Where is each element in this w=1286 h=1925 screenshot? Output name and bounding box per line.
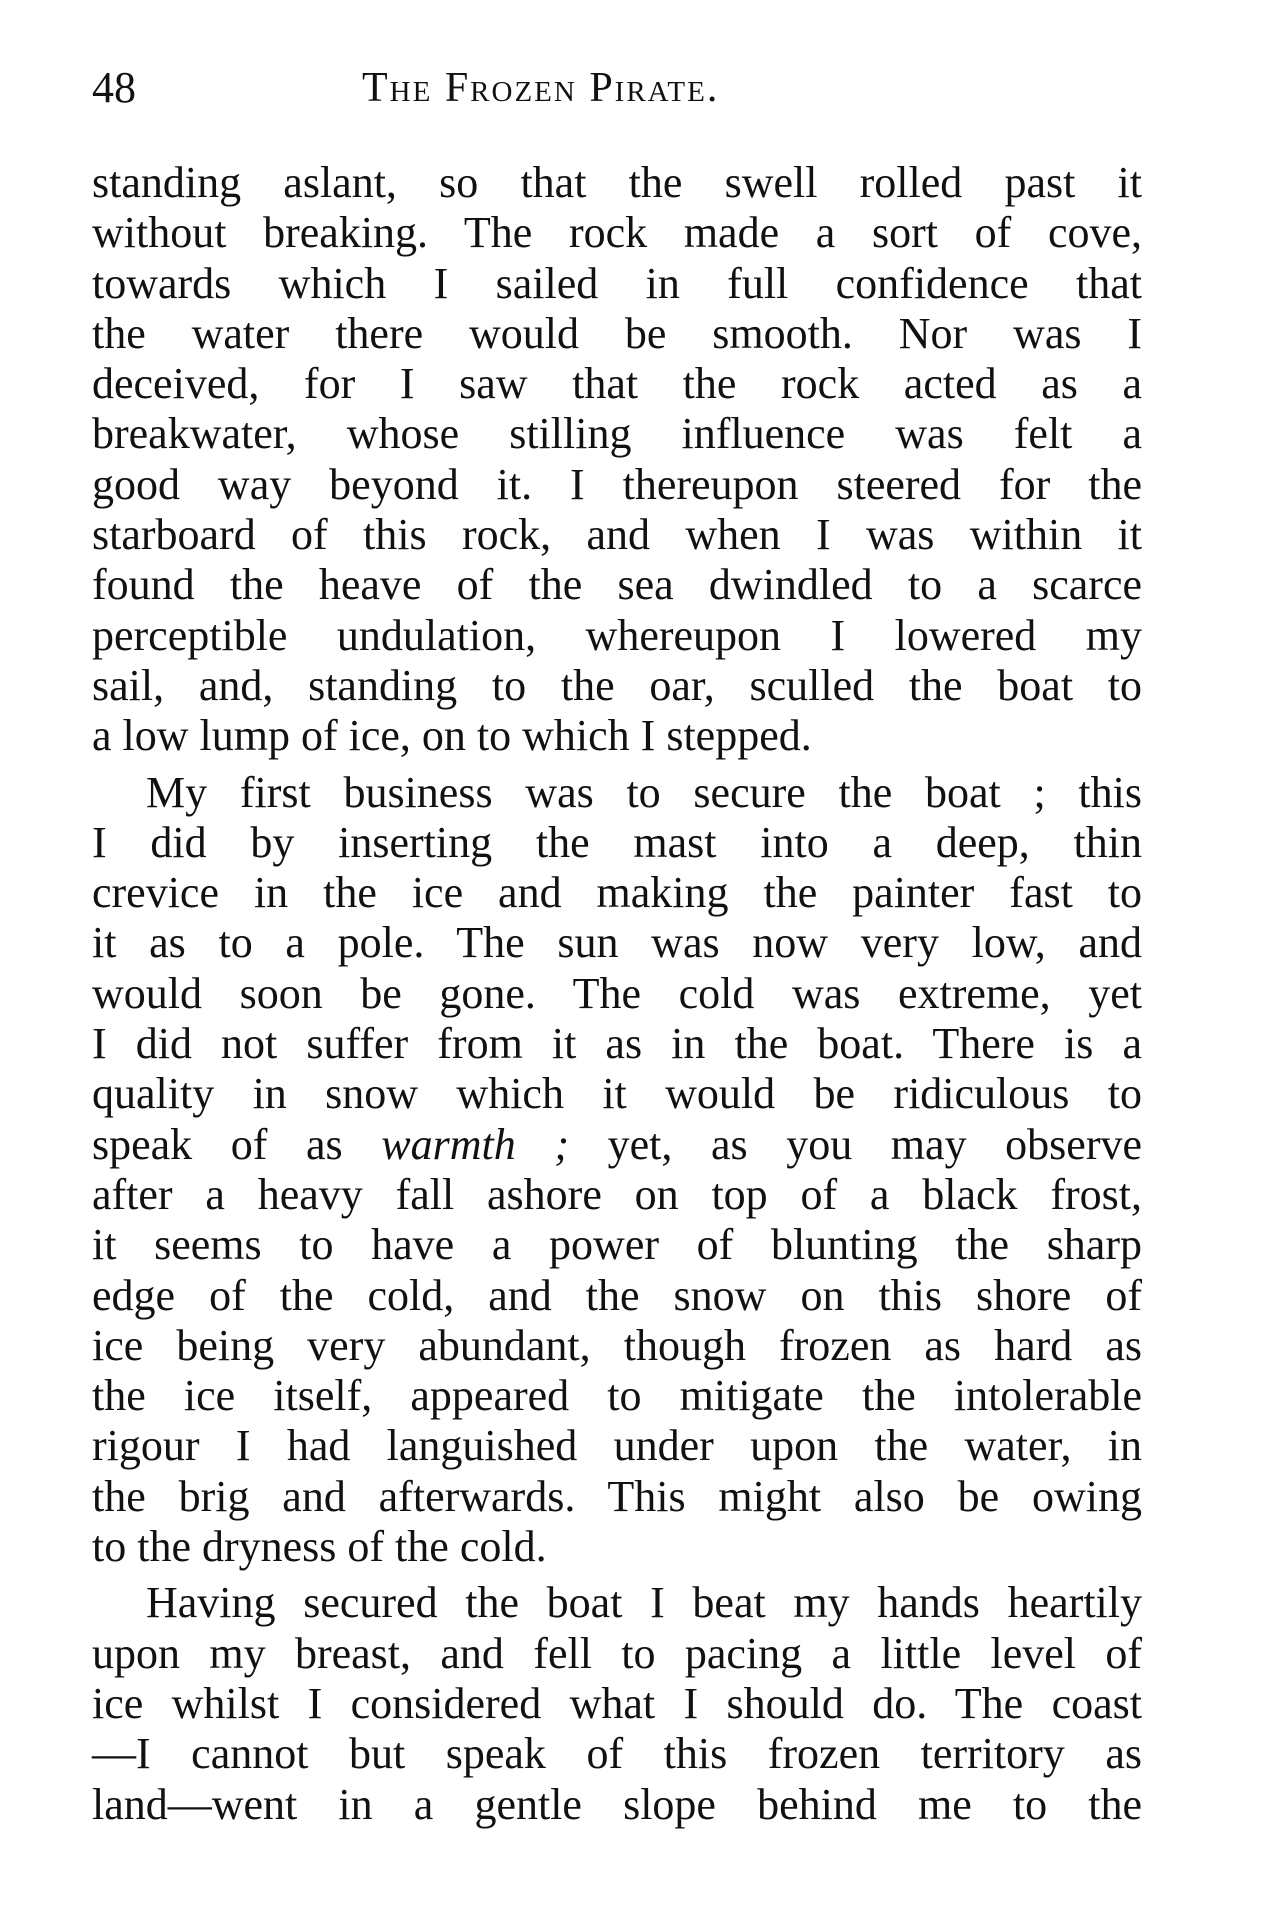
text-line: without breaking. The rock made a sort of cove, (92, 208, 1142, 258)
text-line: ice being very abundant, though frozen as hard as (92, 1320, 1142, 1370)
text-line: it seems to have a power of blunting the sharp (92, 1220, 1142, 1270)
running-title: The Frozen Pirate. (362, 65, 720, 111)
text-line: I did not suffer from it as in the boat. There is a (92, 1019, 1142, 1069)
italic-emphasis: warmth ; (381, 1119, 570, 1169)
text-line: the brig and afterwards. This might also be owing (92, 1471, 1142, 1521)
text-line: land—went in a gentle slope behind me to the (92, 1779, 1142, 1829)
text-line: standing aslant, so that the swell rolled past it (92, 158, 1142, 207)
text-line: found the heave of the sea dwindled to a scarce (92, 560, 1142, 610)
text-line: it as to a pole. The sun was now very low, and (92, 918, 1142, 968)
running-head (92, 58, 1142, 118)
paragraph (92, 158, 1142, 762)
text-line: the water there would be smooth. Nor was I (92, 308, 1142, 358)
text-line: to the dryness of the cold. (92, 1522, 547, 1572)
text-line: upon my breast, and fell to pacing a little level of (92, 1628, 1142, 1678)
text-line: rigour I had languished under upon the water, in (92, 1421, 1142, 1471)
text-line: speak of as warmth ; yet, as you may observe (92, 1119, 1142, 1169)
paragraph (92, 768, 1142, 1573)
text-line: the ice itself, appeared to mitigate the intolerable (92, 1371, 1142, 1421)
text-line: breakwater, whose stilling influence was felt a (92, 409, 1142, 459)
text-line: crevice in the ice and making the painter fast to (92, 868, 1142, 918)
text-line: a low lump of ice, on to which I stepped. (92, 711, 812, 761)
text-line: after a heavy fall ashore on top of a black frost, (92, 1169, 1142, 1219)
text-line: perceptible undulation, whereupon I lowered my (92, 610, 1142, 660)
body-text (92, 158, 1142, 1830)
text-line: ice whilst I considered what I should do. The coast (92, 1678, 1142, 1728)
text-line: —I cannot but speak of this frozen territory as (92, 1729, 1142, 1779)
text-line: My first business was to secure the boat ; this (146, 767, 1142, 817)
text-line: quality in snow which it would be ridiculous to (92, 1069, 1142, 1119)
paragraph (92, 1578, 1142, 1829)
text-line: would soon be gone. The cold was extreme, yet (92, 968, 1142, 1018)
text-line: starboard of this rock, and when I was within it (92, 510, 1142, 560)
text-line: edge of the cold, and the snow on this shore of (92, 1270, 1142, 1320)
text-line: good way beyond it. I thereupon steered for the (92, 459, 1142, 509)
page-number: 48 (92, 63, 136, 112)
text-line: deceived, for I saw that the rock acted as a (92, 359, 1142, 409)
text-line: towards which I sailed in full confidence that (92, 258, 1142, 308)
text-line: Having secured the boat I beat my hands heartily (146, 1578, 1142, 1628)
text-line: sail, and, standing to the oar, sculled the boat to (92, 660, 1142, 710)
text-line: I did by inserting the mast into a deep, thin (92, 817, 1142, 867)
